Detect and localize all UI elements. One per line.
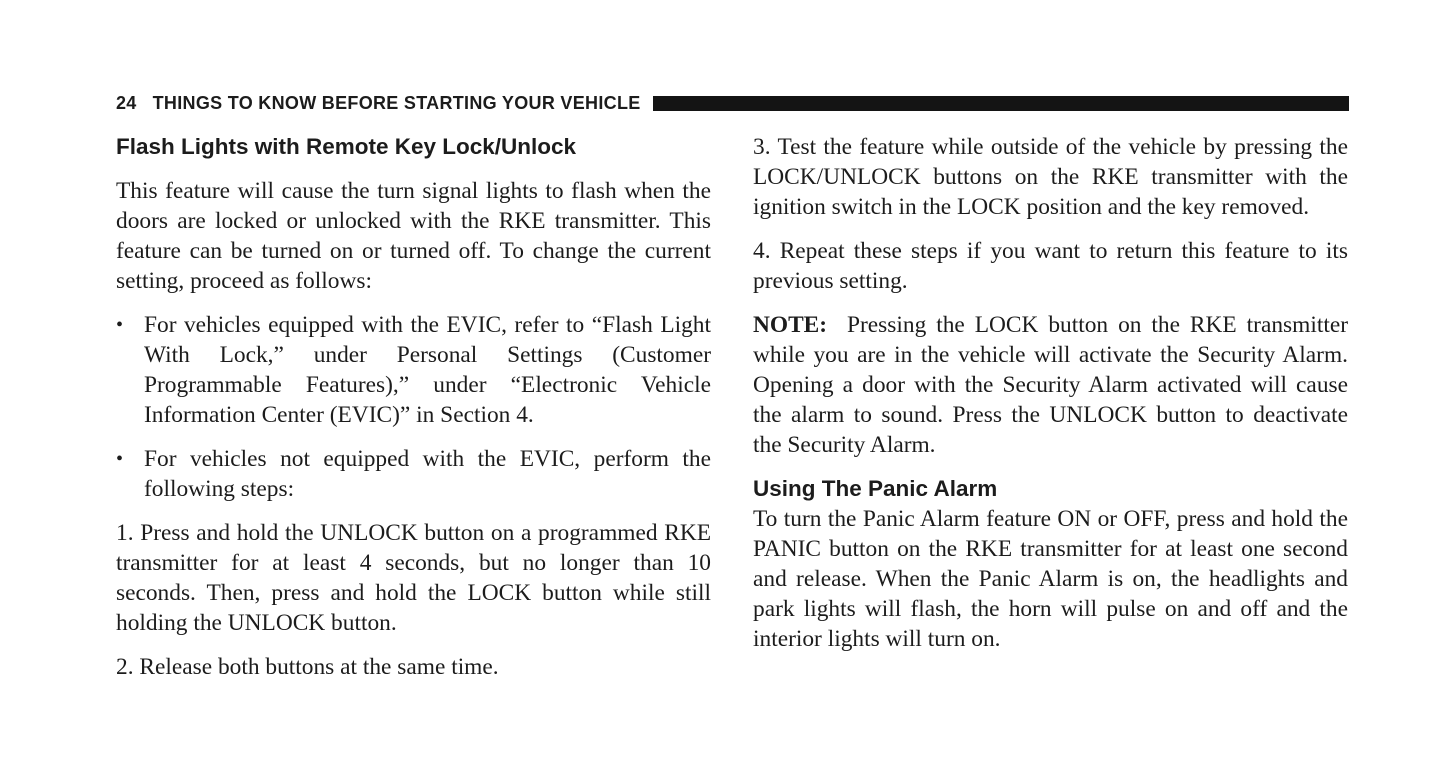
flash-lights-heading: Flash Lights with Remote Key Lock/Unlock [116, 134, 577, 159]
step-2: 2. Release both buttons at the same time. [116, 654, 499, 680]
note-paragraph [753, 310, 1348, 460]
bullet-icon: • [116, 448, 124, 470]
page-header [116, 90, 1349, 116]
bullet-icon: • [116, 314, 124, 336]
step-3: 3. Test the feature while outside of the vehicle by pressing the LOCK/UNLOCK buttons on the RKE transmitter with the ignition switch in the LOCK position and the key removed. [753, 134, 1348, 220]
section-title: THINGS TO KNOW BEFORE STARTING YOUR VEHICLE [152, 92, 641, 113]
panic-alarm-heading: Using The Panic Alarm [753, 476, 998, 501]
page-number: 24 [116, 92, 137, 113]
bullet-text: For vehicles not equipped with the EVIC, perform the following steps: [144, 446, 711, 502]
bullet-item [116, 310, 711, 430]
bullet-text: For vehicles equipped with the EVIC, refer to “Flash Light With Lock,” under Personal Settings (Customer Programmable Features),” under “Electronic Vehicle Information Center (EVIC)” in Section 4. [144, 312, 711, 428]
note-label: NOTE: [753, 312, 828, 338]
left-column [116, 132, 711, 682]
panic-alarm-paragraph: To turn the Panic Alarm feature ON or OFF, press and hold the PANIC button on the RKE transmitter for at least one second and release. When the Panic Alarm is on, the headlights and park lights will flash, the horn will pulse on and off and the interior lights will turn on. [753, 506, 1348, 652]
right-column [753, 132, 1348, 654]
header-rule-bar [653, 96, 1349, 111]
step-1: 1. Press and hold the UNLOCK button on a programmed RKE transmitter for at least 4 seconds, but no longer than 10 seconds. Then, press and hold the LOCK button while still holding the UNLOCK button. [116, 520, 711, 636]
bullet-item [116, 444, 711, 504]
intro-paragraph: This feature will cause the turn signal lights to flash when the doors are locked or unlocked with the RKE transmitter. This feature can be turned on or turned off. To change the current setting, proceed as follows: [116, 178, 711, 294]
note-text: Pressing the LOCK button on the RKE transmitter while you are in the vehicle will activate the Security Alarm. Opening a door with the Security Alarm activated will cause the alarm to sound. Press the UNLOCK button to deactivate the Security Alarm. [753, 312, 1348, 458]
step-4: 4. Repeat these steps if you want to return this feature to its previous setting. [753, 238, 1348, 294]
